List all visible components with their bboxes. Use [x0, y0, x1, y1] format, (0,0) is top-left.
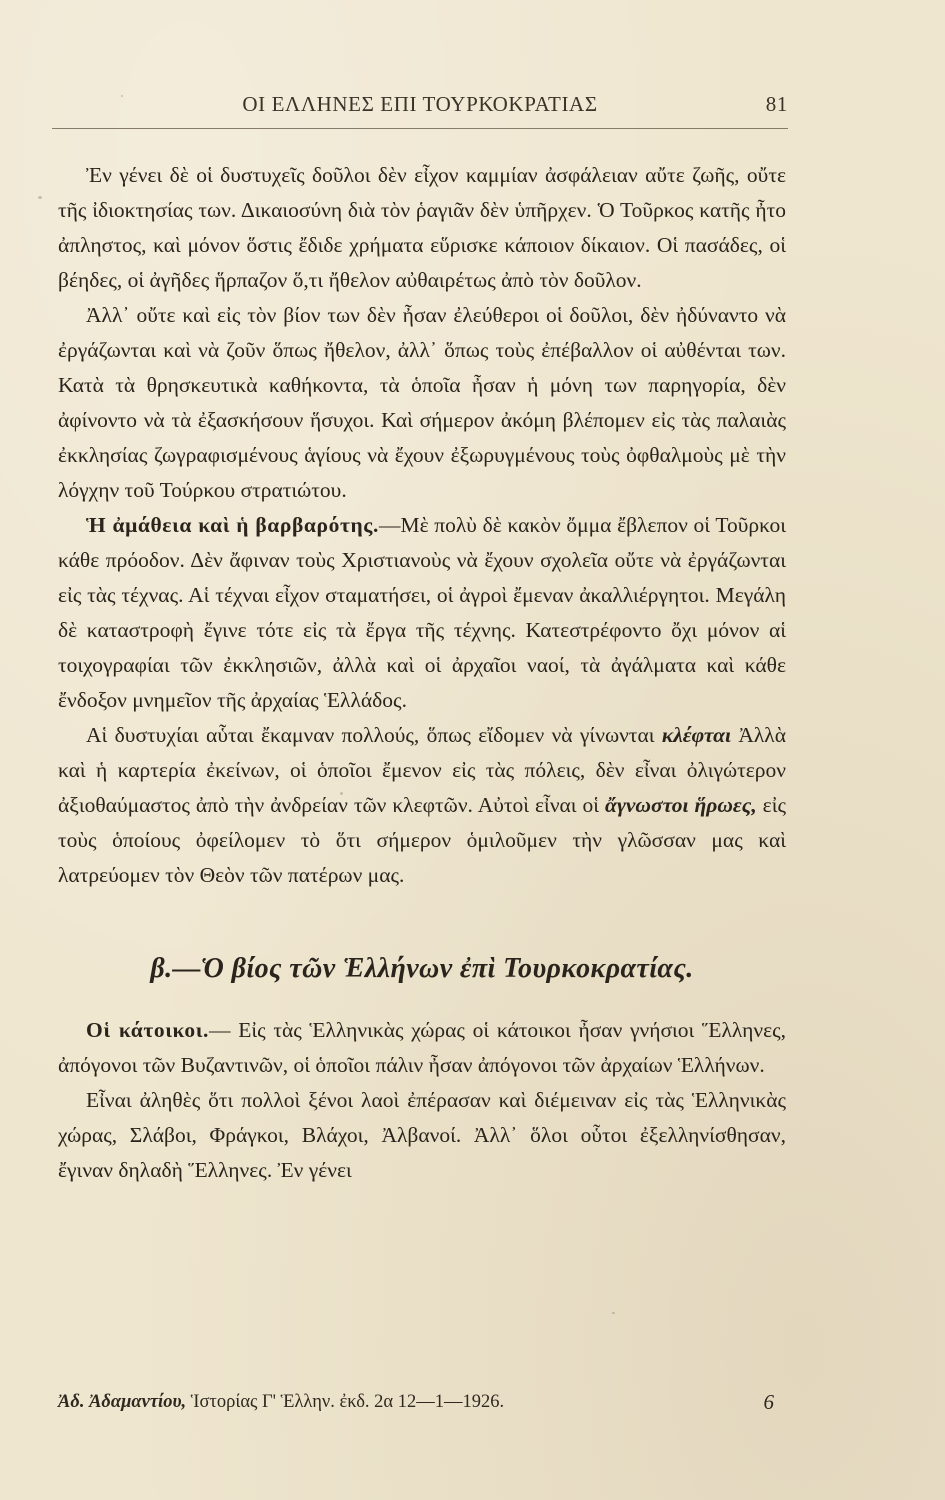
paragraph-inhabitants-text: — Εἰς τὰς Ἑλληνικὰς χώρας οἱ κάτοικοι ἦσαν γνήσιοι Ἕλληνες, ἀπόγονοι τῶν Βυζαντινῶν, οἱ ὁποῖοι πάλιν ἦσαν ἀπόγονοι τῶν ἀρχαίων Ἑλλήνων.	[58, 1018, 787, 1077]
signature-mark: 6	[763, 1390, 774, 1414]
paragraph-ignorance-text: —Μὲ πολὺ δὲ κακὸν ὄμμα ἔβλεπον οἱ Τοῦρκοι κάθε πρόοδον. Δὲν ἄφιναν τοὺς Χριστιανοὺς νὰ ἔχουν σχολεῖα οὔτε νὰ ἐργάζωνται εἰς τὰς τέχνας. Αἱ τέχναι εἶχον σταματήσει, οἱ ἀγροὶ ἔμεναν ἀκαλλιέργητοι. Μεγάλη δὲ καταστροφὴ ἔγινε τότε εἰς τὰ ἔργα τῆς τέχνης. Κατεστρέφοντο ὄχι μόνον αἱ τοιχογραφίαι τῶν ἐκκλησιῶν, ἀλλὰ καὶ οἱ ἀρχαῖοι ναοί, τὰ ἀγάλματα καὶ κάθε ἔνδοξον μνημεῖον τῆς ἀρχαίας Ἑλλάδος.	[58, 513, 787, 712]
paragraph-heroes-text-c: εἰς τοὺς ὁποίους ὀφείλομεν τὸ ὅτι σήμερον ὁμιλοῦμεν τὴν γλῶσσαν μας καὶ λατρεύομεν τὸν Θεὸν τῶν πατέρων μας.	[58, 793, 786, 887]
paragraph-heroes-text-a: Αἱ δυστυχίαι αὗται ἔκαμναν πολλούς, ὅπως εἴδομεν νὰ γίνωνται	[86, 723, 662, 747]
paragraph-ignorance	[58, 508, 786, 718]
page-header	[52, 88, 788, 124]
paragraph-heroes	[58, 718, 786, 893]
section-title: β.—Ὁ βίος τῶν Ἑλλήνων ἐπὶ Τουρκοκρατίας.	[150, 953, 694, 984]
paper-speck	[612, 1312, 615, 1314]
paper-speck	[38, 196, 42, 199]
running-title: ΟΙ ΕΛΛΗΝΕΣ ΕΠΙ ΤΟΥΡΚΟΚΡΑΤΙΑΣ	[242, 92, 598, 116]
paragraph-justice: Ἐν γένει δὲ οἱ δυστυχεῖς δοῦλοι δὲν εἶχον καμμίαν ἀσφάλειαν αὔτε ζωῆς, οὔτε τῆς ἰδιοκτησίας των. Δικαιοσύνη διὰ τὸν ῥαγιᾶν δὲν ὑπῆρχεν. Ὁ Τοῦρκος κατῆς ἦτο ἀπληστος, καὶ μόνον ὅστις ἔδιδε χρήματα εὕρισκε κάποιον δίκαιον. Οἱ πασάδες, οἱ βέηδες, οἱ ἀγῆδες ἥρπαζον ὅ,τι ἤθελον αὐθαιρέτως ἀπὸ τὸν δοῦλον.	[58, 163, 786, 292]
paper-speck	[340, 792, 343, 795]
footer-citation	[58, 1392, 504, 1413]
emphasis-klephts: κλέφται	[661, 723, 731, 747]
paragraph-inhabitants	[58, 1013, 786, 1083]
footer-author: Ἀδ. Ἀδαμαντίου,	[58, 1392, 187, 1412]
emphasis-unknown-heroes: ἄγνωστοι ἥρωες,	[605, 793, 757, 817]
paragraph-heading-inhabitants: Οἱ κάτοικοι.	[86, 1018, 210, 1042]
paragraph-heading-ignorance: Ἡ ἀμάθεια καὶ ἡ βαρβαρότης.	[86, 513, 379, 537]
paragraph-freedom: Ἀλλ᾿ οὔτε καὶ εἰς τὸν βίον των δὲν ἦσαν ἐλεύθεροι οἱ δοῦλοι, δὲν ἠδύναντο νὰ ἐργάζωνται καὶ νὰ ζοῦν ὅπως ἤθελον, ἀλλ᾿ ὅπως τοὺς ἐπέβαλλον οἱ αὐθένται των. Κατὰ τὰ θρησκευτικὰ καθήκοντα, τὰ ὁποῖα ἦσαν ἡ μόνη των παρηγορία, δὲν ἀφίνοντο νὰ τὰ ἐξασκήσουν ἥσυχοι. Καὶ σήμερον ἀκόμη βλέπομεν εἰς τὰς παλαιὰς ἐκκλησίας ζωγραφισμένους ἁγίους νὰ ἔχουν ἐξωρυγμένους τοὺς ὀφθαλμοὺς μὲ τὴν λόγχην τοῦ Τούρκου στρατιώτου.	[58, 303, 786, 502]
header-rule	[52, 128, 788, 129]
paragraph-foreign-peoples: Εἶναι ἀληθὲς ὅτι πολλοὶ ξένοι λαοὶ ἐπέρασαν καὶ διέμειναν εἰς τὰς Ἑλληνικὰς χώρας, Σλάβοι, Φράγκοι, Βλάχοι, Ἀλβανοί. Ἀλλ᾿ ὅλοι οὗτοι ἐξελληνίσθησαν, ἔγιναν δηλαδὴ Ἕλληνες. Ἐν γένει	[58, 1088, 786, 1182]
paragraph-heroes-text-b: Ἀλλὰ καὶ ἡ καρτερία ἐκείνων, οἱ ὁποῖοι ἔμενον εἰς τὰς πόλεις, δὲν εἶναι ὀλιγώτερον ἀξιοθαύμαστος ἀπὸ τὴν ἀνδρείαν τῶν κλεφτῶν. Αὐτοὶ εἶναι οἱ	[58, 723, 786, 817]
footer-publication: Ἱστορίας Γ' Ἑλλην. ἐκδ. 2α 12—1—1926.	[186, 1392, 505, 1412]
paper-speck	[121, 95, 123, 97]
page-number: 81	[765, 92, 788, 116]
body-text	[58, 158, 786, 1188]
